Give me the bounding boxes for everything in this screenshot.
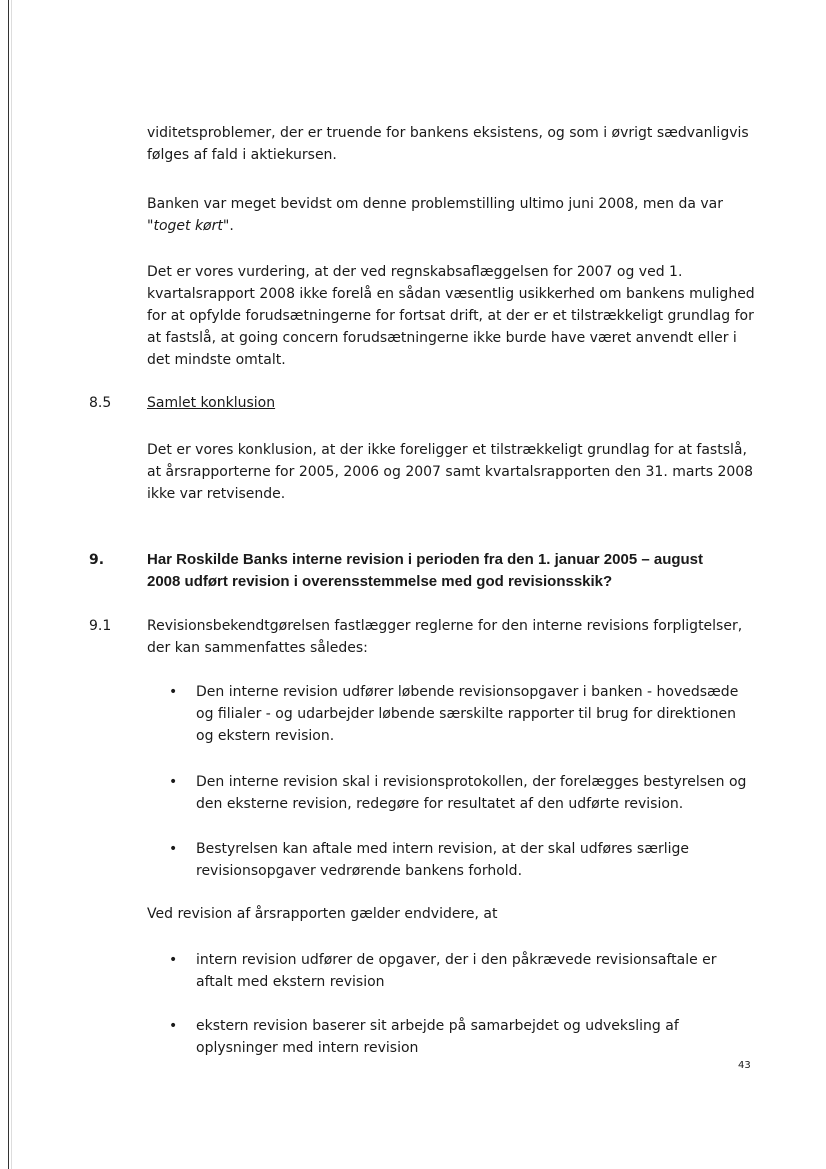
paragraph-1: viditetsproblemer, der er truende for bankens eksistens, og som i øvrigt sædvanligvis følges af fald i aktiekursen. [147,125,749,163]
section-9-number: 9. [89,552,105,568]
bullet-marker: • [169,684,178,700]
bullet-item-3: Bestyrelsen kan aftale med intern revision, at der skal udføres særlige revisionsopgaver vedrørende bankens forhold. [196,841,689,879]
section-9-heading: Har Roskilde Banks interne revision i perioden fra den 1. januar 2005 – august 2008 udført revision i overensstemmelse med god revisionsskik? [147,551,704,590]
bullet-marker: • [169,774,178,790]
bullet-marker: • [169,1018,178,1034]
paragraph-2-start: Banken var meget bevidst om denne problemstilling ultimo juni 2008, men da var " [147,196,724,234]
section-9-1-number: 9.1 [89,618,112,634]
paragraph-2-end: ". [222,218,234,234]
bullet-item-5: ekstern revision baserer sit arbejde på samarbejdet og udveksling af oplysninger med intern revision [196,1018,679,1056]
section-8-5-title: Samlet konklusion [147,395,276,411]
bullet-marker: • [169,841,178,857]
bullet-item-1: Den interne revision udfører løbende revisionsopgaver i banken - hovedsæde og filialer - og udarbejder løbende særskilte rapporter til brug for direktionen og ekstern revision. [196,684,739,744]
scan-edge-line [8,0,9,1169]
section-8-5-text: Det er vores konklusion, at der ikke foreligger et tilstrækkeligt grundlag for at fastslå, at årsrapporterne for 2005, 2006 og 2007 samt kvartalsrapporten den 31. marts 2008 ikke var retvisende. [147,442,754,502]
bullet-marker: • [169,952,178,968]
scan-edge-shadow [11,0,12,1169]
section-8-5-number: 8.5 [89,395,112,411]
bullet-item-2: Den interne revision skal i revisionsprotokollen, der forelægges bestyrelsen og den eksterne revision, redegøre for resultatet af den udførte revision. [196,774,747,812]
page-number: 43 [738,1060,751,1071]
paragraph-2-italic: toget kørt [153,218,223,234]
paragraph-2 [147,193,757,237]
section-9-1-intro: Revisionsbekendtgørelsen fastlægger reglerne for den interne revisions forpligtelser, der kan sammenfattes således: [147,618,743,656]
section-9-1-intro-2: Ved revision af årsrapporten gælder endvidere, at [147,906,498,922]
bullet-item-4: intern revision udfører de opgaver, der i den påkrævede revisionsaftale er aftalt med ekstern revision [196,952,717,990]
paragraph-3: Det er vores vurdering, at der ved regnskabsaflæggelsen for 2007 og ved 1. kvartalsrapport 2008 ikke forelå en sådan væsentlig usikkerhed om bankens mulighed for at opfylde forudsætningerne for fortsat drift, at der er et tilstrækkeligt grundlag for at fastslå, at going concern forudsætningerne ikke burde have været anvendt eller i det mindste omtalt. [147,264,755,368]
